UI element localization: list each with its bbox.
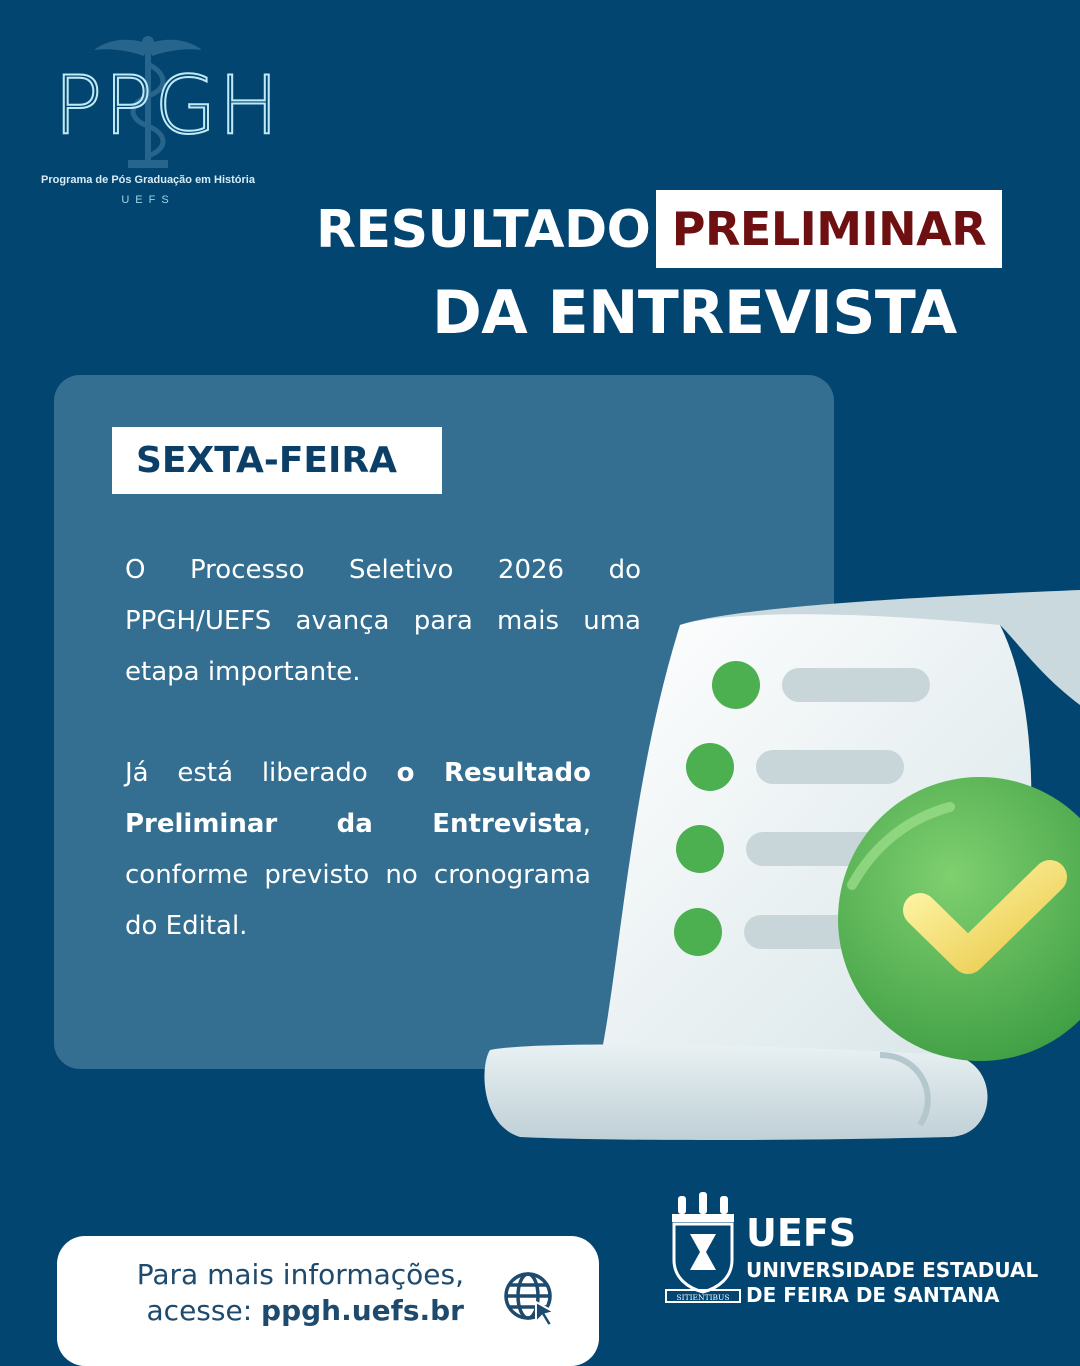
paragraph-2-bold: o Resultado Preliminar da Entrevista	[125, 758, 591, 839]
uefs-short-name: UEFS	[746, 1211, 857, 1255]
seal-text: SITIENTIBUS	[676, 1293, 730, 1302]
checklist-scroll-illustration	[480, 585, 1080, 1145]
logo-subtitle: Programa de Pós Graduação em História	[41, 174, 255, 186]
uefs-full-name-line2: DE FEIRA DE SANTANA	[746, 1283, 1000, 1307]
title-highlight-box	[656, 190, 1002, 268]
day-badge	[112, 427, 442, 494]
day-label: SEXTA-FEIRA	[136, 440, 397, 481]
title-highlight: PRELIMINAR	[671, 202, 987, 256]
ppgh-logo	[30, 30, 281, 220]
uefs-seal-icon	[664, 1190, 742, 1308]
title-part1: RESULTADO	[316, 200, 651, 260]
title-part2: DA ENTREVISTA	[432, 278, 957, 348]
info-line-2	[60, 1294, 464, 1327]
logo-title: PPGH	[54, 59, 281, 152]
info-line-2-pre: acesse:	[146, 1294, 262, 1327]
info-line-1: Para mais informações,	[136, 1258, 464, 1291]
website-link[interactable]: ppgh.uefs.br	[261, 1294, 464, 1327]
uefs-full-name-line1: UNIVERSIDADE ESTADUAL	[746, 1258, 1039, 1282]
logo-institution: UEFS	[121, 194, 175, 206]
paragraph-1: O Processo Seletivo 2026 do PPGH/UEFS avança para mais uma etapa importante.	[125, 555, 641, 687]
paragraph-2-pre: Já está liberado	[125, 758, 397, 788]
globe-cursor-icon[interactable]	[502, 1268, 560, 1328]
paragraph-2-post: , conforme previsto no cronograma do Edital.	[125, 809, 591, 941]
